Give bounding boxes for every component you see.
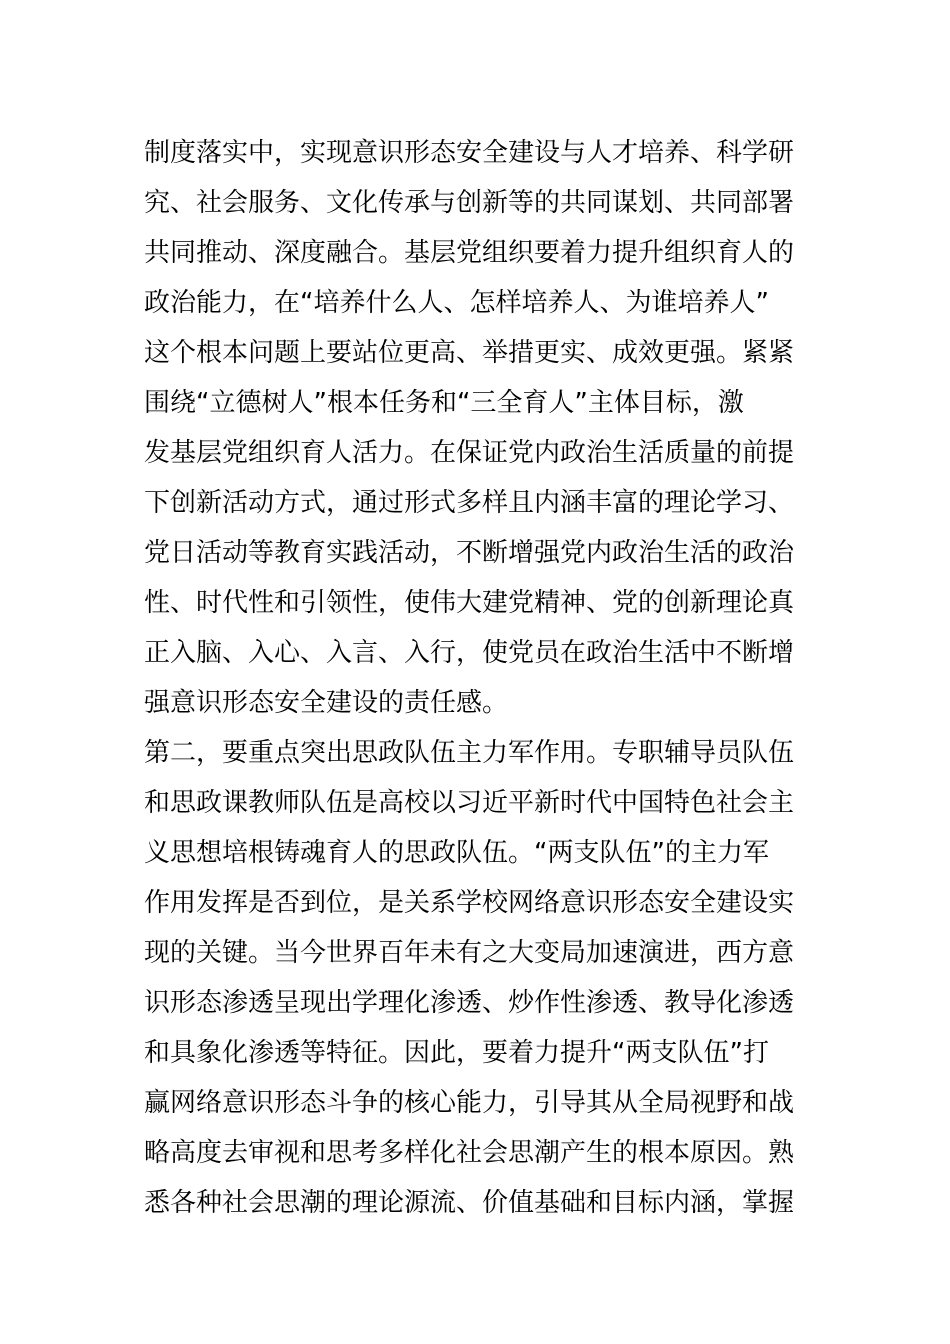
text-line: 第二，要重点突出思政队伍主力军作用。专职辅导员队伍 <box>144 738 795 768</box>
text-line: 这个根本问题上要站位更高、举措更实、成效更强。紧紧 <box>144 338 795 368</box>
text-line: 和具象化渗透等特征。因此，要着力提升“两支队伍”打 <box>144 1038 769 1068</box>
text-line: 现的关键。当今世界百年未有之大变局加速演进，西方意 <box>144 938 795 968</box>
text-line: 政治能力，在“培养什么人、怎样培养人、为谁培养人” <box>144 288 769 318</box>
body-text <box>144 128 824 1228</box>
text-line: 强意识形态安全建设的责任感。 <box>144 688 509 718</box>
text-line: 作用发挥是否到位，是关系学校网络意识形态安全建设实 <box>144 888 795 918</box>
text-line: 制度落实中，实现意识形态安全建设与人才培养、科学研 <box>144 138 795 168</box>
text-line: 悉各种社会思潮的理论源流、价值基础和目标内涵，掌握 <box>144 1188 795 1218</box>
text-line: 义思想培根铸魂育人的思政队伍。“两支队伍”的主力军 <box>144 838 769 868</box>
text-line: 发基层党组织育人活力。在保证党内政治生活质量的前提 <box>144 438 795 468</box>
text-line: 围绕“立德树人”根本任务和“三全育人”主体目标，激 <box>144 388 744 418</box>
text-line: 赢网络意识形态斗争的核心能力，引导其从全局视野和战 <box>144 1088 795 1118</box>
text-line: 正入脑、入心、入言、入行，使党员在政治生活中不断增 <box>144 638 795 668</box>
text-line: 共同推动、深度融合。基层党组织要着力提升组织育人的 <box>144 238 795 268</box>
text-line: 性、时代性和引领性，使伟大建党精神、党的创新理论真 <box>144 588 795 618</box>
text-line: 下创新活动方式，通过形式多样且内涵丰富的理论学习、 <box>144 488 795 518</box>
text-line: 究、社会服务、文化传承与创新等的共同谋划、共同部署 <box>144 188 795 218</box>
text-line: 党日活动等教育实践活动，不断增强党内政治生活的政治 <box>144 538 795 568</box>
text-line: 和思政课教师队伍是高校以习近平新时代中国特色社会主 <box>144 788 795 818</box>
text-line: 识形态渗透呈现出学理化渗透、炒作性渗透、教导化渗透 <box>144 988 795 1018</box>
text-line: 略高度去审视和思考多样化社会思潮产生的根本原因。熟 <box>144 1138 795 1168</box>
